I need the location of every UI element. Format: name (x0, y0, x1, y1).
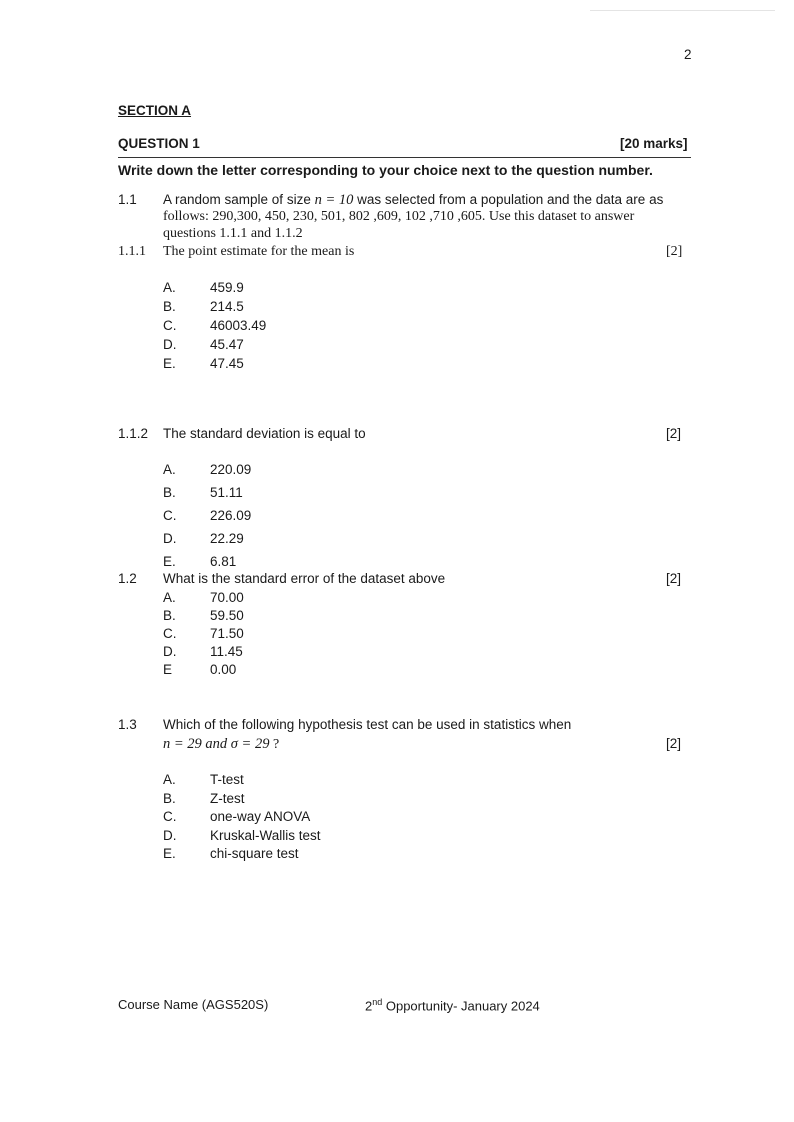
option-value: 6.81 (210, 554, 237, 569)
option-letter: A. (163, 772, 176, 787)
option-value: 214.5 (210, 299, 244, 314)
option-letter: C. (163, 626, 177, 641)
option-letter: D. (163, 531, 177, 546)
option-value: Kruskal-Wallis test (210, 827, 321, 843)
q1-2-number: 1.2 (118, 571, 137, 586)
q1-3-marks: [2] (666, 736, 682, 751)
option-value: 45.47 (210, 337, 244, 352)
q1-2-text: What is the standard error of the dataset above (163, 571, 446, 586)
option-value: 59.50 (210, 608, 244, 623)
option-letter: A. (163, 590, 176, 605)
footer-opportunity-sup: nd (372, 997, 383, 1007)
option-value: 71.50 (210, 626, 244, 641)
footer-course: Course Name (AGS520S) (118, 997, 269, 1012)
question-marks: [20 marks] (620, 136, 688, 151)
option-letter: B. (163, 790, 176, 806)
question-title: QUESTION 1 (118, 136, 200, 151)
option-value: chi-square test (210, 846, 299, 861)
option-letter: B. (163, 608, 176, 623)
instruction: Write down the letter corresponding to your choice next to the question number. (118, 162, 653, 178)
option-letter: B. (163, 485, 176, 500)
q1-1-2-number: 1.1.2 (118, 426, 149, 441)
option-letter: A. (163, 462, 176, 477)
option-value: 11.45 (210, 644, 243, 659)
option-value: 46003.49 (210, 318, 267, 333)
option-value: 220.09 (210, 462, 252, 477)
option-value: one-way ANOVA (210, 809, 311, 824)
q1-1-line3: questions 1.1.1 and 1.1.2 (163, 226, 303, 241)
footer-opportunity-text: Opportunity- January 2024 (382, 998, 540, 1014)
footer-opportunity-num: 2 (365, 998, 373, 1014)
option-value: 51.11 (210, 485, 243, 500)
q1-2-marks: [2] (666, 571, 682, 586)
section-title: SECTION A (118, 103, 192, 118)
q1-1-text (163, 192, 663, 209)
q1-1-text-b: was selected from a population and the data are as (353, 192, 664, 207)
q1-1-2-marks: [2] (666, 426, 682, 441)
q1-1-1-marks: [2] (666, 244, 683, 259)
option-letter: C. (163, 508, 177, 523)
q1-3-math: n = 29 and σ = 29 (163, 736, 270, 752)
question-underline (118, 157, 691, 158)
option-value: T-test (210, 772, 244, 787)
q1-1-number: 1.1 (118, 192, 137, 207)
option-letter: D. (163, 337, 177, 352)
option-letter: A. (163, 280, 176, 295)
option-letter: E. (163, 554, 176, 569)
q1-1-2-text: The standard deviation is equal to (163, 426, 366, 441)
q1-3-math-suffix: ? (269, 737, 280, 752)
option-letter: C. (163, 809, 177, 824)
option-letter: E. (163, 356, 176, 371)
option-value: 70.00 (210, 590, 244, 605)
option-value: 459.9 (210, 280, 244, 295)
option-letter: E. (163, 846, 176, 861)
scan-edge-line (590, 10, 775, 11)
option-letter: D. (163, 827, 177, 843)
page-number: 2 (684, 47, 692, 62)
q1-1-1-text: The point estimate for the mean is (163, 244, 355, 259)
q1-1-text-a: A random sample of size (163, 192, 315, 207)
q1-1-math: n = 10 (314, 192, 354, 208)
q1-1-1-number: 1.1.1 (118, 244, 146, 259)
q1-3-number: 1.3 (118, 717, 137, 732)
option-letter: C. (163, 318, 177, 333)
option-value: 226.09 (210, 508, 252, 523)
footer-opportunity (365, 997, 540, 1013)
q1-3-line2 (163, 736, 279, 753)
option-letter: B. (163, 299, 176, 314)
option-letter: E (163, 662, 173, 677)
option-letter: D. (163, 644, 177, 659)
q1-1-line2: follows: 290,300, 450, 230, 501, 802 ,609, 102 ,710 ,605. Use this dataset to answer (163, 209, 635, 224)
option-value: Z-test (210, 790, 245, 806)
option-value: 0.00 (210, 662, 237, 677)
option-value: 22.29 (210, 531, 244, 546)
option-value: 47.45 (210, 356, 244, 371)
q1-3-text: Which of the following hypothesis test can be used in statistics when (163, 717, 572, 732)
